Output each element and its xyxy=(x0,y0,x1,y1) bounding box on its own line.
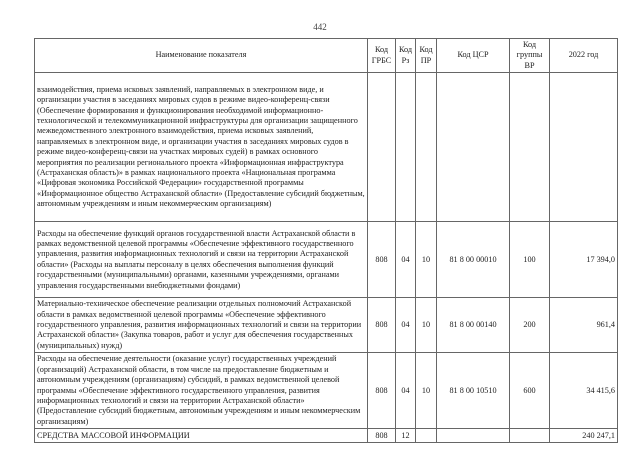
row-csr: 81 8 00 00010 xyxy=(437,222,510,298)
header-grbs: Код ГРБС xyxy=(368,39,396,73)
row-csr: 81 8 00 00140 xyxy=(437,298,510,353)
row-csr xyxy=(437,429,510,443)
row-vr: 600 xyxy=(510,353,550,429)
row-vr xyxy=(510,73,550,222)
row-vr xyxy=(510,429,550,443)
row-pr xyxy=(416,73,437,222)
row-rz: 04 xyxy=(396,298,416,353)
row-csr: 81 8 00 10510 xyxy=(437,353,510,429)
page-number: 442 xyxy=(313,22,327,32)
row-name: Расходы на обеспечение функций органов государственной власти Астраханской области в рамках ведомственной целевой программы «Обеспечение эффективного государственного управления, развития информационных технологий и связи на территории Астраханской области» (Расходы на выплаты персоналу в целях обеспечения выполнения функций государственными (муниципальными) органами, казенными учреждениями, органами управления государственными внебюджетными фондами) xyxy=(35,222,368,298)
budget-table xyxy=(34,38,618,443)
row-pr: 10 xyxy=(416,222,437,298)
row-amount: 34 415,6 xyxy=(550,353,618,429)
header-year: 2022 год xyxy=(550,39,618,73)
row-rz xyxy=(396,73,416,222)
row-amount xyxy=(550,73,618,222)
row-vr: 100 xyxy=(510,222,550,298)
row-grbs: 808 xyxy=(368,429,396,443)
header-csr: Код ЦСР xyxy=(437,39,510,73)
row-pr: 10 xyxy=(416,298,437,353)
row-pr: 10 xyxy=(416,353,437,429)
header-vr: Код группы ВР xyxy=(510,39,550,73)
row-csr xyxy=(437,73,510,222)
header-name: Наименование показателя xyxy=(35,39,368,73)
row-name: Материально-техническое обеспечение реализации отдельных полномочий Астраханской области в рамках ведомственной целевой программы «Обеспечение эффективного государственного управления, развития информационных технологий и связи на территории Астраханской области» (Закупка товаров, работ и услуг для обеспечения государственных (муниципальных) нужд) xyxy=(35,298,368,353)
row-name: СРЕДСТВА МАССОВОЙ ИНФОРМАЦИИ xyxy=(35,429,368,443)
row-pr xyxy=(416,429,437,443)
row-amount: 17 394,0 xyxy=(550,222,618,298)
row-name: взаимодействия, приема исковых заявлений, направляемых в электронном виде, и организации участия в заседаниях мировых судов в режиме видео-конференц-связи (Обеспечение формирования и функционирования необходимой информационно-технологической и телекоммуникационной инфраструктуры для организации защищенного межведомственного электронного взаимодействия, приема исковых заявлений, направляемых в электронном виде, и организации участия в заседаниях мировых судов в режиме видео-конференц-связи на участках мировых судей) в рамках основного мероприятия по реализации регионального проекта «Информационная инфраструктура (Астраханская область)» в рамках национального проекта «Национальная программа «Цифровая экономика Российской Федерации» государственной программы «Информационное общество Астраханской области» (Предоставление субсидий бюджетным, автономным учреждениям и иным некоммерческим организациям) xyxy=(35,73,368,222)
row-name: Расходы на обеспечение деятельности (оказание услуг) государственных учреждений (организаций) Астраханской области, в том числе на предоставление бюджетным и автономным учреждениям (организациям) субсидий, в рамках ведомственной целевой программы «Обеспечение эффективного государственного управления, развития информационных технологий и связи на территории Астраханской области» (Предоставление субсидий бюджетным, автономным учреждениям и иным некоммерческим организациям) xyxy=(35,353,368,429)
row-grbs: 808 xyxy=(368,222,396,298)
header-rz: Код Рз xyxy=(396,39,416,73)
header-row xyxy=(35,39,618,73)
table-row xyxy=(35,353,618,429)
table-row xyxy=(35,73,618,222)
row-amount: 240 247,1 xyxy=(550,429,618,443)
row-rz: 04 xyxy=(396,222,416,298)
row-rz: 12 xyxy=(396,429,416,443)
row-grbs: 808 xyxy=(368,353,396,429)
row-grbs xyxy=(368,73,396,222)
table-row xyxy=(35,222,618,298)
row-amount: 961,4 xyxy=(550,298,618,353)
row-vr: 200 xyxy=(510,298,550,353)
header-pr: Код ПР xyxy=(416,39,437,73)
table-row xyxy=(35,298,618,353)
row-rz: 04 xyxy=(396,353,416,429)
table-row xyxy=(35,429,618,443)
row-grbs: 808 xyxy=(368,298,396,353)
